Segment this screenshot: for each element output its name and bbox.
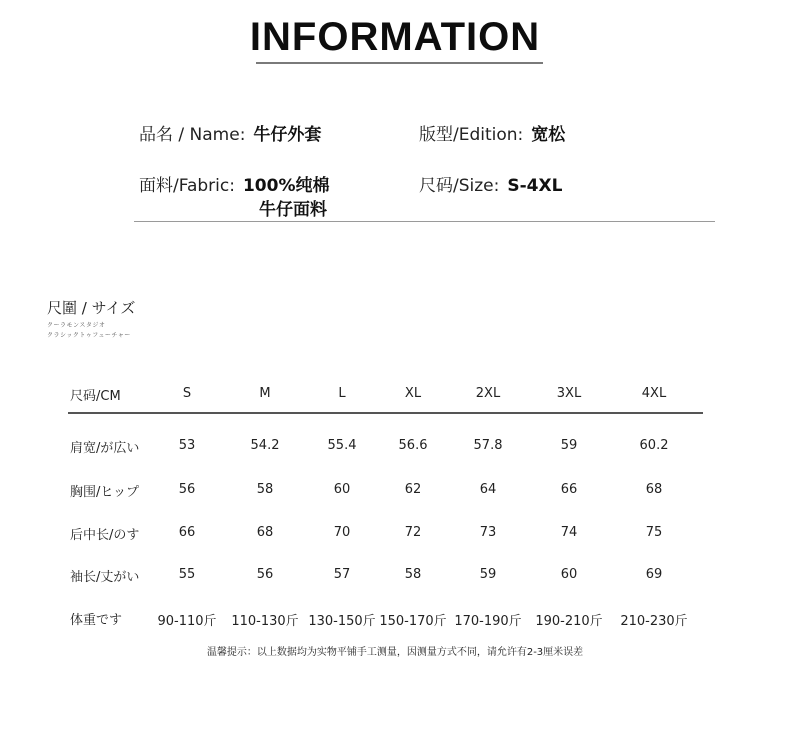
table-cell: 69: [645, 567, 663, 582]
table-row-label: 后中长/のす: [70, 528, 140, 543]
size-section-subtitle-2: クラシックトゥフューチャー: [47, 332, 131, 339]
name-field: [139, 120, 321, 145]
measurement-note: 温馨提示：以上数据均为实物平铺手工测量，因测量方式不同，请允许有2-3厘米误差: [206, 647, 584, 658]
size-value: S-4XL: [507, 176, 563, 196]
table-cell: 70: [333, 525, 351, 540]
table-row-label: 袖长/丈がい: [70, 570, 140, 585]
table-cell: 210-230斤: [620, 614, 688, 629]
table-header-size: S: [182, 386, 192, 401]
table-cell: 60: [333, 482, 351, 497]
table-header-size: L: [338, 386, 346, 401]
table-cell: 53: [178, 438, 196, 453]
size-label: 尺码/Size:: [419, 176, 500, 196]
fabric-value: 100%纯棉: [242, 176, 330, 196]
table-cell: 75: [645, 525, 663, 540]
table-cell: 55.4: [327, 438, 357, 453]
table-cell: 57.8: [473, 438, 503, 453]
name-label: 品名 / Name:: [139, 125, 246, 145]
table-header-size: 4XL: [641, 386, 667, 401]
table-cell: 130-150斤: [308, 614, 376, 629]
table-header-size: 2XL: [475, 386, 501, 401]
table-cell: 190-210斤: [535, 614, 603, 629]
table-row-label: 体重です: [70, 613, 123, 628]
table-cell: 60.2: [639, 438, 669, 453]
table-cell: 57: [333, 567, 351, 582]
table-cell: 66: [560, 482, 578, 497]
table-cell: 64: [479, 482, 497, 497]
table-cell: 56.6: [398, 438, 428, 453]
page-title: INFORMATION: [249, 15, 541, 59]
table-cell: 60: [560, 567, 578, 582]
table-cell: 73: [479, 525, 497, 540]
table-header-size: 3XL: [556, 386, 582, 401]
edition-field: [419, 120, 565, 145]
fabric-field: [139, 171, 330, 220]
table-cell: 66: [178, 525, 196, 540]
table-cell: 72: [404, 525, 422, 540]
table-cell: 68: [645, 482, 663, 497]
title-underline: [256, 62, 543, 64]
table-cell: 59: [560, 438, 578, 453]
size-section-heading: 尺圍 / サイズ: [47, 299, 136, 317]
table-cell: 90-110斤: [157, 614, 217, 629]
size-field: [419, 171, 562, 196]
table-cell: 58: [404, 567, 422, 582]
table-row-label: 肩宽/が広い: [70, 441, 140, 456]
table-cell: 74: [560, 525, 578, 540]
table-cell: 59: [479, 567, 497, 582]
table-cell: 54.2: [250, 438, 280, 453]
table-row-label: 胸围/ヒップ: [70, 485, 139, 500]
table-cell: 56: [256, 567, 274, 582]
table-cell: 110-130斤: [231, 614, 299, 629]
table-header-divider: [68, 412, 703, 414]
table-cell: 58: [256, 482, 274, 497]
table-cell: 62: [404, 482, 422, 497]
name-value: 牛仔外套: [253, 125, 322, 145]
info-divider: [134, 221, 715, 222]
fabric-label: 面料/Fabric:: [139, 176, 235, 196]
edition-label: 版型/Edition:: [419, 125, 524, 145]
table-cell: 170-190斤: [454, 614, 522, 629]
table-header-label: 尺码/CM: [70, 389, 121, 404]
fabric-value-2: 牛仔面料: [259, 200, 327, 220]
table-cell: 55: [178, 567, 196, 582]
table-cell: 150-170斤: [379, 614, 447, 629]
size-section-subtitle-1: クーラモンスタジオ: [47, 322, 106, 329]
table-header-size: XL: [404, 386, 422, 401]
table-header-size: M: [259, 386, 271, 401]
table-cell: 56: [178, 482, 196, 497]
edition-value: 宽松: [531, 125, 566, 145]
table-cell: 68: [256, 525, 274, 540]
